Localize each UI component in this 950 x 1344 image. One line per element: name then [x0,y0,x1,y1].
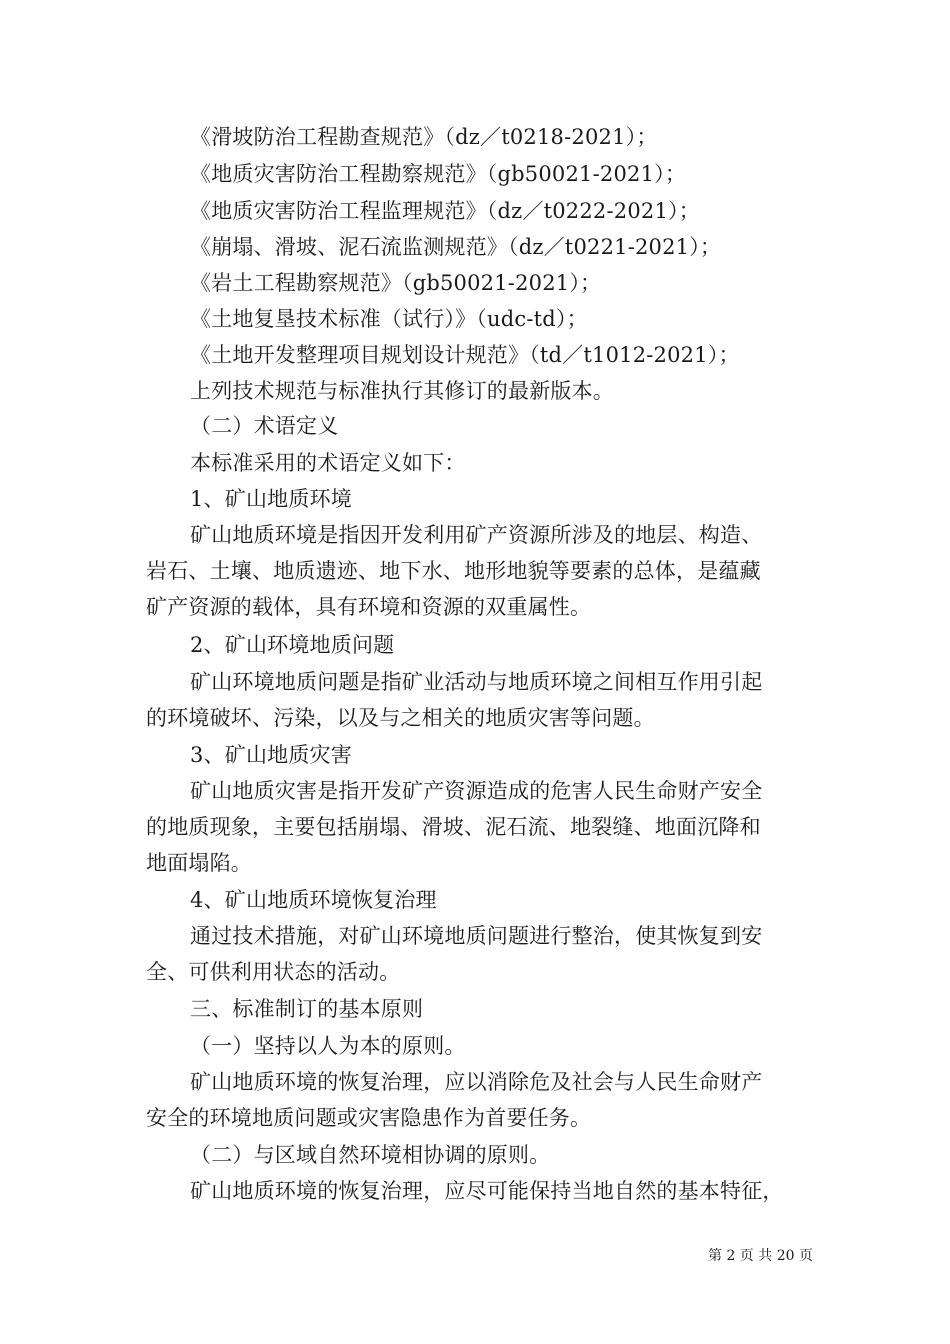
text-line: 矿山地质灾害是指开发矿产资源造成的危害人民生命财产安全 [190,779,763,803]
text-line: 的环境破坏、污染，以及与之相关的地质灾害等问题。 [146,706,655,730]
section-heading: 三、标准制订的基本原则 [190,997,424,1021]
principle-heading: （二）与区域自然环境相协调的原则。 [190,1143,551,1167]
term-heading: 4、矿山地质环境恢复治理 [190,888,437,912]
text-line: 矿产资源的载体，具有环境和资源的双重属性。 [146,595,592,619]
text-line: 本标准采用的术语定义如下： [190,451,466,475]
page-number: 第 2 页 共 20 页 [708,1248,813,1264]
principle-heading: （一）坚持以人为本的原则。 [190,1034,466,1058]
term-heading: 3、矿山地质灾害 [190,743,352,767]
text-line: 通过技术措施，对矿山环境地质问题进行整治，使其恢复到安 [190,924,763,948]
text-line: 地面塌陷。 [146,851,252,875]
text-line: 安全的环境地质问题或灾害隐患作为首要任务。 [146,1106,592,1130]
text-line: 全、可供利用状态的活动。 [146,960,401,984]
term-heading: 2、矿山环境地质问题 [190,633,395,657]
text-line: 《滑坡防治工程勘查规范》（dz／t0218-2021）； [190,125,658,149]
text-line: 《岩土工程勘察规范》（gb50021-2021）； [190,271,602,295]
term-heading: 1、矿山地质环境 [190,487,352,511]
text-line: 岩石、土壤、地质遗迹、地下水、地形地貌等要素的总体，是蕴藏 [146,559,761,583]
text-line: 上列技术规范与标准执行其修订的最新版本。 [190,379,614,403]
text-line: 的地质现象，主要包括崩塌、滑坡、泥石流、地裂缝、地面沉降和 [146,815,761,839]
text-line: 矿山地质环境是指因开发利用矿产资源所涉及的地层、构造、 [190,523,763,547]
section-heading: （二）术语定义 [190,414,339,438]
text-line: 矿山地质环境的恢复治理，应以消除危及社会与人民生命财产 [190,1070,763,1094]
text-line: 《地质灾害防治工程监理规范》（dz／t0222-2021）； [190,199,700,223]
text-line: 《土地复垦技术标准（试行）》（udc-td）； [190,307,588,331]
text-line: 《土地开发整理项目规划设计规范》（td／t1012-2021）； [190,343,740,367]
text-line: 《地质灾害防治工程勘察规范》（gb50021-2021）； [190,162,687,186]
text-line: 矿山环境地质问题是指矿业活动与地质环境之间相互作用引起 [190,670,763,694]
text-line: 矿山地质环境的恢复治理，应尽可能保持当地自然的基本特征， [190,1179,784,1203]
text-line: 《崩塌、滑坡、泥石流监测规范》（dz／t0221-2021）； [190,235,722,259]
